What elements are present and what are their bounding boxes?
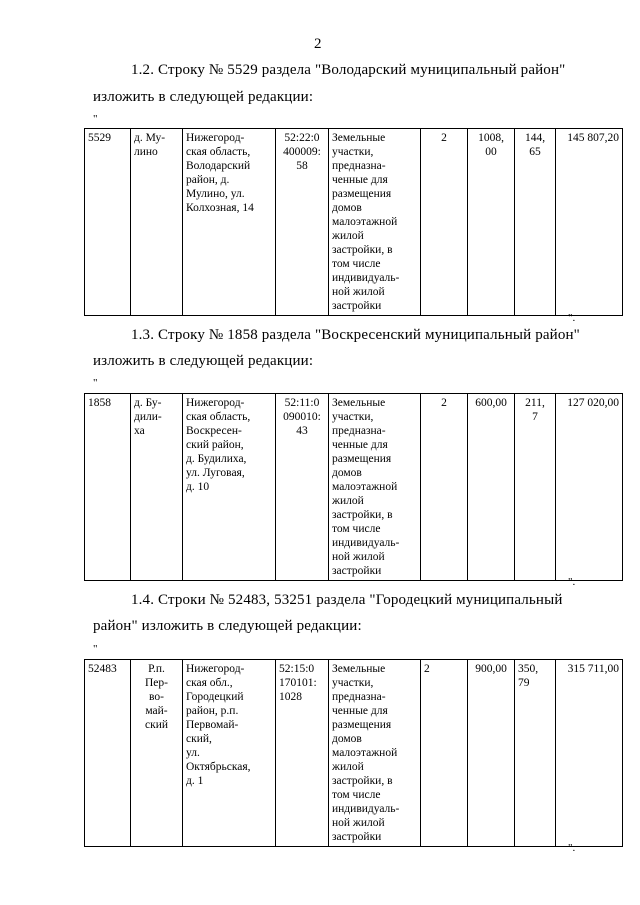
cell-count: 2 <box>421 660 468 847</box>
cell-line: май- <box>145 705 168 717</box>
cell-total: 127 020,00 <box>556 394 623 581</box>
cell-line: Р.п. <box>148 663 165 675</box>
cell-line: 00 <box>485 146 497 158</box>
cell-line: дили- <box>134 411 162 423</box>
open-quote: " <box>93 377 98 389</box>
cell-line: ский, <box>186 733 212 745</box>
close-quote: ". <box>568 576 576 588</box>
cell-line: жилой <box>332 495 364 507</box>
cell-line: ной жилой <box>332 817 385 829</box>
open-quote: " <box>93 113 98 125</box>
cell-line: 43 <box>296 425 308 437</box>
cell-line: домов <box>332 202 362 214</box>
cell-line: д. Бу- <box>134 397 162 409</box>
cell-line: Нижегород- <box>186 132 245 144</box>
cell-price-per <box>515 394 556 581</box>
page-number: 2 <box>314 36 322 52</box>
table-section-1-4 <box>84 659 623 847</box>
cell-line: размещения <box>332 719 392 731</box>
cell-line: Земельные <box>332 397 386 409</box>
cell-line: малоэтажной <box>332 216 398 228</box>
cell-total: 145 807,20 <box>556 129 623 316</box>
cell-line: размещения <box>332 188 392 200</box>
paragraph-1-4-line2: район" изложить в следующей редакции: <box>93 618 362 634</box>
cell-cadastral <box>276 129 329 316</box>
paragraph-1-2-line1: 1.2. Строку № 5529 раздела "Володарский муниципальный район" <box>131 62 566 78</box>
close-quote: ". <box>568 312 576 324</box>
cell-line: 211, <box>525 397 545 409</box>
cell-line: домов <box>332 733 362 745</box>
cell-line: Нижегород- <box>186 663 245 675</box>
cell-line: 1028 <box>279 691 302 703</box>
cell-area <box>468 129 515 316</box>
cell-address <box>183 660 276 847</box>
cell-line: 144, <box>524 132 546 144</box>
cell-line: 79 <box>518 677 530 689</box>
cell-address <box>183 129 276 316</box>
cell-line: 600,00 <box>475 397 507 409</box>
cell-purpose <box>329 660 421 847</box>
cell-line: 52:11:0 <box>284 397 320 409</box>
cell-line: Володарский <box>186 160 251 172</box>
cell-line: 58 <box>296 160 308 172</box>
cell-area <box>468 394 515 581</box>
cell-price-per <box>515 129 556 316</box>
cell-line: ская область, <box>186 146 251 158</box>
cell-line: 65 <box>529 146 541 158</box>
cell-line: 52:15:0 <box>279 663 315 675</box>
cell-line: ул. Луговая, <box>186 467 245 479</box>
table-row <box>85 660 623 847</box>
cell-line: том числе <box>332 258 381 270</box>
cell-line: предназна- <box>332 160 386 172</box>
cell-area <box>468 660 515 847</box>
cell-settlement <box>131 394 183 581</box>
cell-count: 2 <box>421 394 468 581</box>
cell-line: индивидуаль- <box>332 272 400 284</box>
cell-line: индивидуаль- <box>332 537 400 549</box>
cell-line: район, д. <box>186 174 230 186</box>
cell-cadastral <box>276 660 329 847</box>
cell-line: Городецкий <box>186 691 244 703</box>
cell-line: жилой <box>332 230 364 242</box>
cell-line: д. 1 <box>186 775 204 787</box>
table-row <box>85 394 623 581</box>
cell-line: Земельные <box>332 663 386 675</box>
paragraph-1-4-line1: 1.4. Строки № 52483, 53251 раздела "Городецкий муниципальный <box>131 592 563 608</box>
cell-line: застройки <box>332 565 382 577</box>
cell-line: ский район, <box>186 439 244 451</box>
cell-line: размещения <box>332 453 392 465</box>
paragraph-1-2-line2: изложить в следующей редакции: <box>93 89 314 105</box>
cell-line: ченные для <box>332 439 388 451</box>
cell-line: малоэтажной <box>332 747 398 759</box>
cell-line: домов <box>332 467 362 479</box>
cell-line: лино <box>134 146 158 158</box>
cell-count: 2 <box>421 129 468 316</box>
cell-line: Октябрьская, <box>186 761 251 773</box>
cell-line: жилой <box>332 761 364 773</box>
cell-line: предназна- <box>332 425 386 437</box>
cell-line: участки, <box>332 677 374 689</box>
cell-purpose <box>329 394 421 581</box>
cell-line: Колхозная, 14 <box>186 202 254 214</box>
cell-line: во- <box>149 691 164 703</box>
cell-number: 1858 <box>85 394 131 581</box>
cell-line: ская обл., <box>186 677 233 689</box>
cell-line: ха <box>134 425 145 437</box>
cell-line: ский <box>145 719 168 731</box>
cell-line: застройки, в <box>332 775 393 787</box>
cell-line: застройки <box>332 300 382 312</box>
cell-line: предназна- <box>332 691 386 703</box>
cell-line: Нижегород- <box>186 397 245 409</box>
cell-line: ул. <box>186 747 200 759</box>
cell-address <box>183 394 276 581</box>
table-section-1-2 <box>84 128 623 316</box>
cell-line: ченные для <box>332 705 388 717</box>
paragraph-1-3-line2: изложить в следующей редакции: <box>93 353 314 369</box>
cell-line: участки, <box>332 411 374 423</box>
table-section-1-3 <box>84 393 623 581</box>
cell-cadastral <box>276 394 329 581</box>
cell-line: 170101: <box>279 677 317 689</box>
cell-line: Земельные <box>332 132 386 144</box>
cell-line: д. 10 <box>186 481 210 493</box>
cell-line: застройки, в <box>332 509 393 521</box>
cell-line: том числе <box>332 523 381 535</box>
cell-line: район, р.п. <box>186 705 239 717</box>
cell-number: 52483 <box>85 660 131 847</box>
cell-line: 1008, <box>478 132 504 144</box>
cell-line: ной жилой <box>332 286 385 298</box>
cell-line: малоэтажной <box>332 481 398 493</box>
cell-settlement <box>131 660 183 847</box>
cell-line: д. Будилиха, <box>186 453 247 465</box>
paragraph-1-3-line1: 1.3. Строку № 1858 раздела "Воскресенский муниципальный район" <box>131 327 580 343</box>
cell-line: участки, <box>332 146 374 158</box>
open-quote: " <box>93 643 98 655</box>
cell-line: Первомай- <box>186 719 239 731</box>
cell-line: 900,00 <box>475 663 507 675</box>
cell-price-per <box>515 660 556 847</box>
cell-line: Воскресен- <box>186 425 242 437</box>
cell-line: д. Му- <box>134 132 166 144</box>
cell-line: индивидуаль- <box>332 803 400 815</box>
cell-line: застройки, в <box>332 244 393 256</box>
cell-line: Пер- <box>145 677 168 689</box>
cell-line: ной жилой <box>332 551 385 563</box>
cell-purpose <box>329 129 421 316</box>
cell-settlement <box>131 129 183 316</box>
cell-line: 090010: <box>283 411 321 423</box>
cell-line: 400009: <box>283 146 321 158</box>
cell-line: 350, <box>518 663 539 675</box>
cell-number: 5529 <box>85 129 131 316</box>
table-row <box>85 129 623 316</box>
close-quote: ". <box>568 842 576 854</box>
cell-line: том числе <box>332 789 381 801</box>
cell-line: 52:22:0 <box>284 132 320 144</box>
cell-line: Мулино, ул. <box>186 188 245 200</box>
cell-line: застройки <box>332 831 382 843</box>
cell-total: 315 711,00 <box>556 660 623 847</box>
cell-line: ская область, <box>186 411 251 423</box>
cell-line: ченные для <box>332 174 388 186</box>
cell-line: 7 <box>532 411 538 423</box>
